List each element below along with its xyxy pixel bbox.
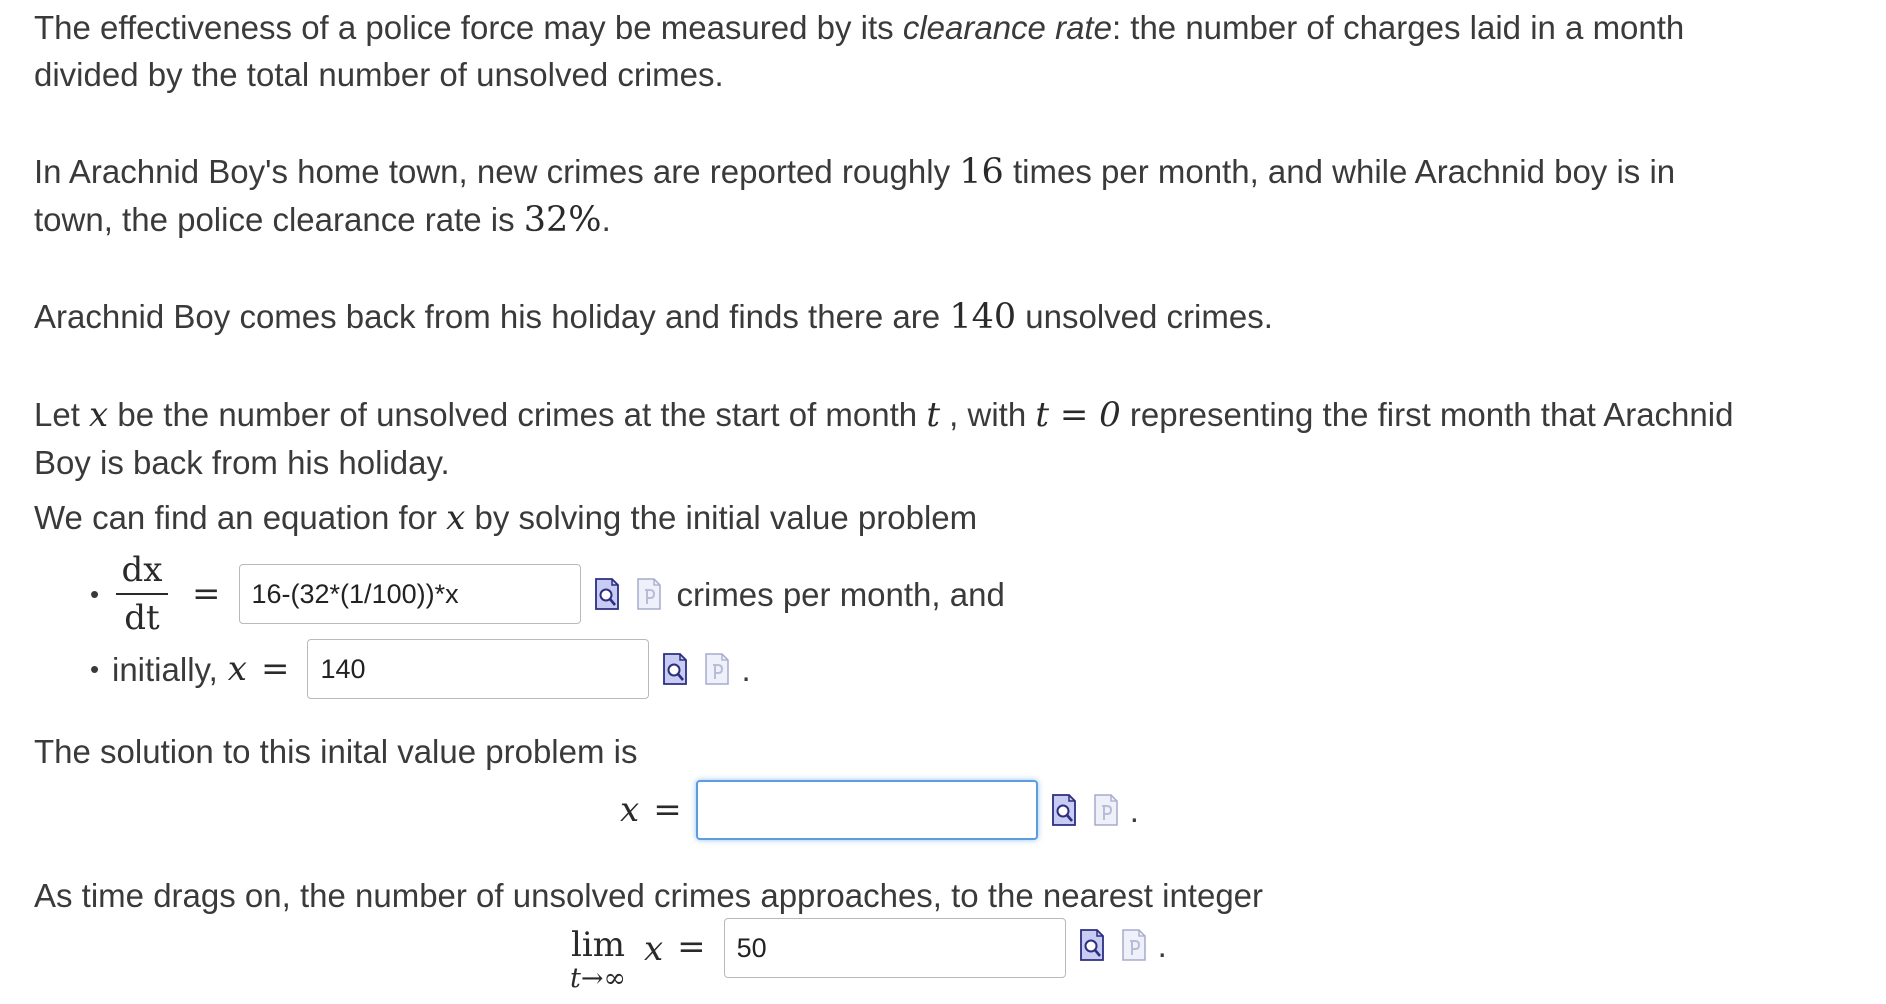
preview-magnifier-icon[interactable] — [1050, 793, 1078, 827]
formula-help-document-icon[interactable] — [703, 652, 731, 686]
var-x: x — [446, 498, 466, 538]
p4-text-c: , with — [940, 396, 1036, 433]
solution-paragraph: The solution to this inital value problem is — [34, 733, 638, 770]
var-x: x — [227, 648, 247, 689]
fraction-denominator: dt — [124, 598, 160, 638]
var-x: x — [643, 929, 664, 969]
limit-icons — [1078, 928, 1162, 962]
dx-dt-fraction — [116, 550, 168, 638]
formula-help-document-icon[interactable] — [1120, 928, 1148, 962]
period: . — [741, 650, 751, 688]
var-x: x — [89, 395, 109, 435]
crime-rate-value: 16 — [959, 152, 1004, 192]
list-bullet: • — [90, 578, 100, 609]
p4-text-a: Let — [34, 396, 90, 433]
intro-paragraph-4 — [34, 391, 1754, 486]
period: . — [1129, 791, 1139, 829]
dxdt-suffix-text: crimes per month, and — [676, 575, 1005, 613]
p4-text-b: be the number of unsolved crimes at the start of month — [108, 396, 927, 433]
formula-help-document-icon[interactable] — [1092, 793, 1120, 827]
p5-text-b: by solving the initial value problem — [465, 499, 978, 536]
limit-answer-input[interactable] — [724, 918, 1066, 978]
p4-text-d: representing the first month that Arachnid Boy is back from his holiday. — [34, 396, 1734, 481]
ivp-initial-row — [90, 638, 751, 700]
equals-sign: = — [192, 573, 221, 614]
solution-answer-input[interactable] — [696, 780, 1038, 840]
var-t: t — [926, 395, 940, 435]
lim-subscript: t→∞ — [570, 963, 626, 994]
formula-help-document-icon[interactable] — [635, 577, 663, 611]
p3-text-end: unsolved crimes. — [1016, 298, 1273, 335]
p2-text-mid: times per month, and while Arachnid boy is in town, the police clearance rate is — [34, 153, 1676, 238]
equals-sign: = — [653, 789, 682, 830]
intro-paragraph-2 — [34, 148, 1754, 244]
list-bullet: • — [90, 653, 100, 684]
period: . — [1157, 927, 1167, 964]
preview-magnifier-icon[interactable] — [1078, 928, 1106, 962]
intro-paragraph-5 — [34, 494, 1754, 542]
limit-operator — [570, 926, 626, 994]
p1-text: The effectiveness of a police force may be measured by its — [34, 9, 903, 46]
lim-text: lim — [570, 925, 625, 965]
equals-sign: = — [260, 648, 290, 689]
preview-magnifier-icon[interactable] — [661, 652, 689, 686]
p1-text-end: : the number of charges laid in a month divided by the total number of unsolved crimes. — [34, 9, 1685, 93]
limit-paragraph: As time drags on, the number of unsolved crimes approaches, to the nearest integer — [34, 877, 1264, 914]
fraction-numerator: dx — [121, 550, 163, 590]
t-equals-zero: t = 0 — [1035, 395, 1121, 435]
p5-text-a: We can find an equation for — [34, 499, 447, 536]
initially-label: initially, — [112, 650, 218, 688]
equals-sign: = — [677, 927, 706, 967]
intro-paragraph-1 — [34, 4, 1754, 98]
clearance-rate-term: clearance rate — [902, 9, 1112, 46]
unsolved-count-value: 140 — [949, 297, 1017, 337]
solution-row — [620, 778, 1139, 842]
ivp-derivative-row — [90, 552, 1005, 636]
p2-text-end: . — [601, 201, 611, 238]
limit-row — [570, 922, 1167, 998]
p2-text: In Arachnid Boy's home town, new crimes are reported roughly — [34, 153, 960, 190]
dxdt-icons — [593, 577, 677, 611]
dxdt-answer-input[interactable] — [239, 564, 581, 624]
fraction-bar — [116, 593, 168, 595]
solution-icons — [1050, 793, 1134, 827]
intro-paragraph-3 — [34, 293, 1754, 341]
initial-value-input[interactable] — [307, 639, 649, 699]
p3-text: Arachnid Boy comes back from his holiday and finds there are — [34, 298, 950, 335]
var-x: x — [620, 789, 640, 830]
clearance-percent-value: 32% — [523, 200, 602, 240]
initial-icons — [661, 652, 745, 686]
preview-magnifier-icon[interactable] — [593, 577, 621, 611]
